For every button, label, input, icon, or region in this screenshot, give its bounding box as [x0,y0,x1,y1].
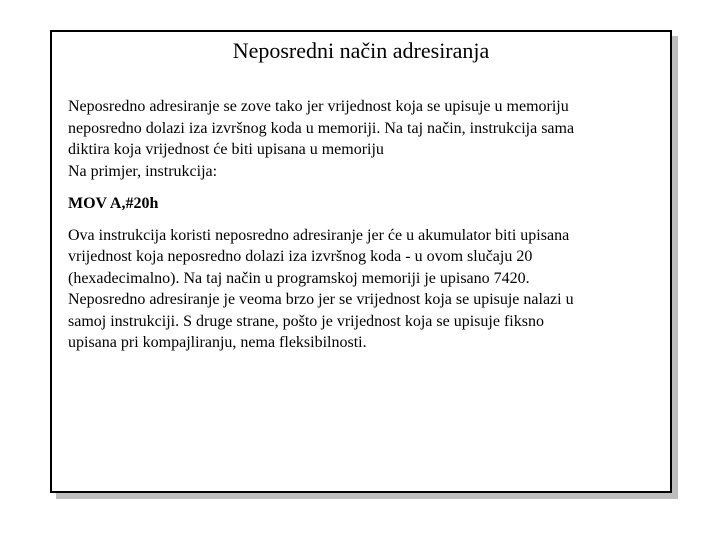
spacer [68,215,652,225]
intro-line: Na primjer, instrukcija: [68,162,218,180]
spacer [68,182,652,193]
explanation-line: upisana pri kompajliranju, nema fleksibilnosti. [68,334,367,351]
explanation-line: Ova instrukcija koristi neposredno adresiranje jer će u akumulator biti upisana [68,226,570,244]
explanation-line: (hexadecimalno). Na taj način u programskoj memoriji je upisano 7420. [68,269,530,287]
intro-line: neposredno dolazi iza izvršnog koda u memoriji. Na taj način, instrukcija sama [68,119,575,137]
explanation-line: samoj instrukciji. S druge strane, pošto je vrijednost koja se upisuje fiksno [68,312,544,330]
code-example: MOV A,#20h [68,195,159,212]
slide-frame [50,30,672,493]
intro-line: diktira koja vrijednost će biti upisana u memoriju [68,141,384,158]
intro-line: Neposredno adresiranje se zove tako jer vrijednost koja se upisuje u memoriju [68,98,569,115]
explanation-line: vrijednost koja neposredno dolazi iza izvršnog koda - u ovom slučaju 20 [68,248,533,265]
explanation-paragraph [68,225,652,354]
explanation-line: Neposredno adresiranje je veoma brzo jer se vrijednost koja se upisuje nalazi u [68,291,574,308]
slide-body [68,96,652,354]
intro-paragraph [68,96,652,182]
slide-title: Neposredni način adresiranja [232,38,490,63]
